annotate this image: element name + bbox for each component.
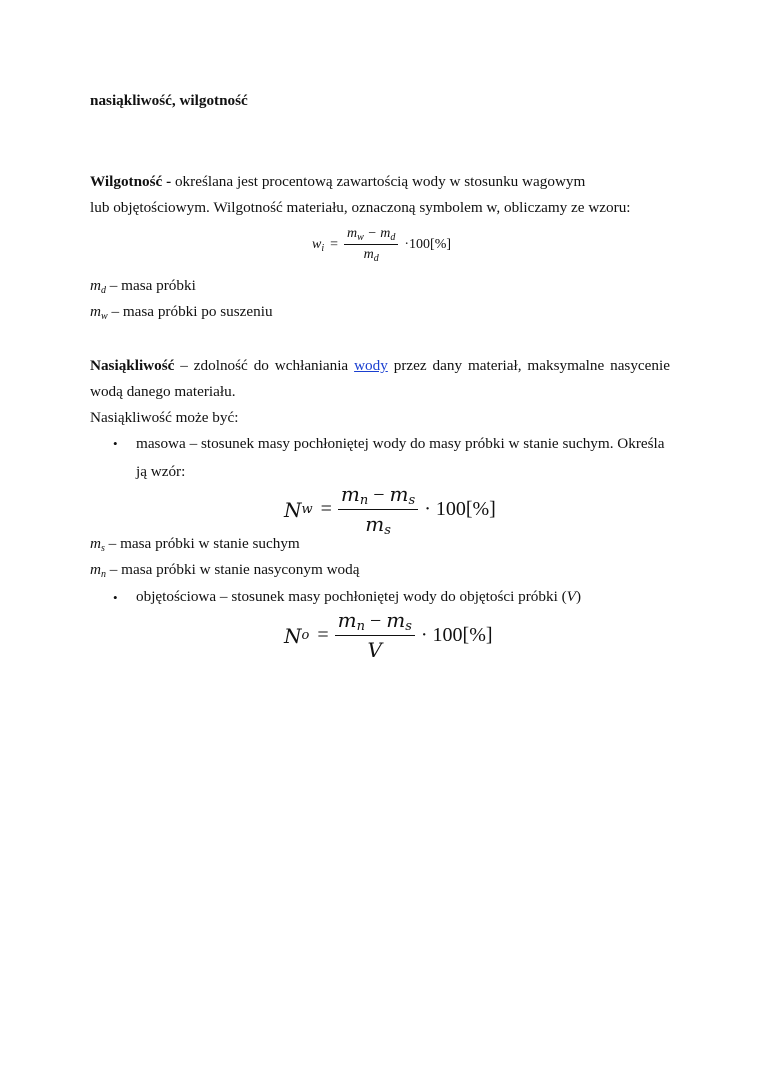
formula-fraction [338,482,418,537]
formula-equals: = [320,498,332,520]
wilgotnosc-term: Wilgotność - [90,173,172,190]
definition-ms: $m_s$ – masa próbki w stanie suchym [90,535,300,554]
definition-md: $m_d$ – masa próbki [90,277,196,296]
mass-absorption-formula: N w = $\frac{m_n - m_s}{m_s}$ · 100[%] [284,482,496,538]
bullet-marker: • [113,436,118,451]
formula-fraction [344,226,398,263]
bullet-marker: • [113,590,118,605]
nasiakliwosc-term: Nasiąkliwość [90,357,175,374]
bullet-masowa-line2: ją wzór: [136,463,186,480]
wilgotnosc-definition: określana jest procentową zawartością wody w stosunku wagowym [174,173,586,190]
definition-mw: $m_w$ – masa próbki po suszeniu [90,303,273,322]
formula-lhs: N [284,623,302,648]
bullet-masowa-line1: masowa – stosunek masy pochłoniętej wody do masy próbki w stanie suchym. Określa [136,435,665,452]
nasiakliwosc-paragraph-line1: Nasiąkliwość – zdolność do wchłaniania wody przez dany materiał, maksymalne nasycenie [90,357,670,374]
formula-denominator: $m_d$ [363,247,379,264]
wody-link[interactable]: wody [354,357,388,374]
definition-mn: $m_n$ – masa próbki w stanie nasyconym wodą [90,561,360,580]
formula-denominator: V [367,638,382,662]
page-title: nasiąkliwość, wilgotność [90,92,248,109]
nasiakliwosc-types-intro: Nasiąkliwość może być: [90,409,239,426]
formula-equals: = [317,624,329,646]
formula-tail: · 100[%] [420,624,493,646]
formula-equals: = [330,236,339,252]
moisture-formula [312,226,451,263]
wilgotnosc-paragraph-line1 [90,172,585,192]
formula-fraction [335,608,415,663]
formula-lhs: $w_i$ [312,236,325,254]
volume-absorption-formula: N o = $\frac{m_n - m_s}{V}$ · 100[%] [284,608,493,662]
formula-numerator: $m_w - m_d$ [344,226,398,245]
wilgotnosc-paragraph-line2: lub objętościowym. Wilgotność materiału, oznaczoną symbolem w, obliczamy ze wzoru: [90,199,631,216]
formula-lhs: N [284,497,302,522]
formula-tail: ·100[%] [404,236,452,252]
bullet-objetosciowa: objętościowa – stosunek masy pochłoniętej wody do objętości próbki (V) [136,588,582,605]
nasiakliwosc-paragraph-line2: wodą danego materiału. [90,383,236,400]
formula-tail: · 100[%] [424,498,496,520]
formula-numerator: $m_n - m_s$ [335,608,415,636]
formula-denominator: $m_s$ [365,512,391,538]
formula-numerator: $m_n - m_s$ [338,482,418,510]
